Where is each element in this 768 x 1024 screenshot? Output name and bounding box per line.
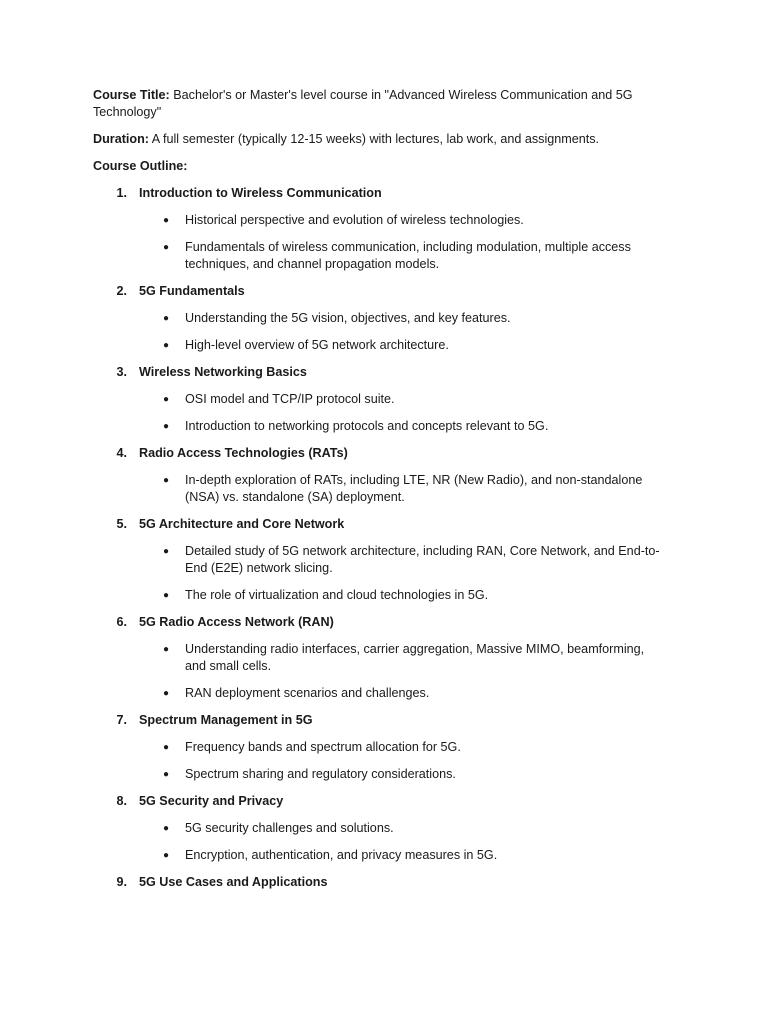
course-outline-heading: Course Outline: [93, 159, 188, 173]
course-title-value: Bachelor's or Master's level course in "Advanced Wireless Communication and 5G Technology" [93, 88, 633, 119]
section-title: 5G Radio Access Network (RAN) [139, 615, 334, 629]
section-number: 1. [116, 186, 127, 200]
outline-section [93, 874, 668, 891]
bullet-text: High-level overview of 5G network architecture. [185, 338, 449, 352]
section-bullet-list [93, 543, 668, 604]
bullet-item [93, 587, 668, 604]
outline-section [93, 445, 668, 506]
bullet-text: Historical perspective and evolution of wireless technologies. [185, 213, 524, 227]
outline-section [93, 614, 668, 702]
section-number: 7. [116, 713, 127, 727]
bullet-text: Introduction to networking protocols and concepts relevant to 5G. [185, 419, 549, 433]
duration-value: A full semester (typically 12-15 weeks) with lectures, lab work, and assignments. [151, 132, 600, 146]
bullet-item [93, 641, 668, 675]
bullet-item [93, 239, 668, 273]
section-heading [93, 874, 668, 891]
bullet-text: Frequency bands and spectrum allocation for 5G. [185, 740, 461, 754]
bullet-item [93, 472, 668, 506]
section-number: 6. [116, 615, 127, 629]
course-outline-list [93, 185, 668, 891]
outline-section [93, 793, 668, 864]
bullet-item [93, 418, 668, 435]
bullet-dot-icon: ● [163, 340, 170, 351]
course-duration [93, 131, 668, 148]
outline-section [93, 712, 668, 783]
section-bullet-list [93, 739, 668, 783]
section-heading [93, 793, 668, 810]
bullet-dot-icon: ● [163, 546, 170, 557]
section-title: 5G Fundamentals [139, 284, 245, 298]
bullet-dot-icon: ● [163, 394, 170, 405]
section-heading [93, 445, 668, 462]
bullet-dot-icon: ● [163, 688, 170, 699]
section-bullet-list [93, 212, 668, 273]
section-number: 2. [116, 284, 127, 298]
bullet-dot-icon: ● [163, 769, 170, 780]
bullet-item [93, 391, 668, 408]
bullet-item [93, 820, 668, 837]
section-number: 9. [116, 875, 127, 889]
section-number: 8. [116, 794, 127, 808]
bullet-item [93, 685, 668, 702]
bullet-text: The role of virtualization and cloud technologies in 5G. [185, 588, 489, 602]
bullet-text: OSI model and TCP/IP protocol suite. [185, 392, 395, 406]
section-number: 3. [116, 365, 127, 379]
outline-section [93, 283, 668, 354]
section-heading [93, 712, 668, 729]
course-title-label: Course Title: [93, 88, 170, 102]
bullet-item [93, 337, 668, 354]
outline-section [93, 185, 668, 273]
section-heading [93, 283, 668, 300]
duration-label: Duration: [93, 132, 149, 146]
section-bullet-list [93, 391, 668, 435]
bullet-item [93, 310, 668, 327]
bullet-text: Detailed study of 5G network architecture, including RAN, Core Network, and End-to-End (E2E) network slicing. [185, 544, 660, 575]
section-bullet-list [93, 310, 668, 354]
section-title: 5G Security and Privacy [139, 794, 284, 808]
section-title: 5G Use Cases and Applications [139, 875, 328, 889]
section-bullet-list [93, 820, 668, 864]
bullet-item [93, 212, 668, 229]
section-title: 5G Architecture and Core Network [139, 517, 345, 531]
section-title: Spectrum Management in 5G [139, 713, 313, 727]
section-title: Introduction to Wireless Communication [139, 186, 382, 200]
bullet-item [93, 847, 668, 864]
section-number: 5. [116, 517, 127, 531]
section-heading [93, 364, 668, 381]
bullet-dot-icon: ● [163, 823, 170, 834]
section-heading [93, 614, 668, 631]
bullet-text: Spectrum sharing and regulatory considerations. [185, 767, 456, 781]
bullet-text: 5G security challenges and solutions. [185, 821, 394, 835]
outline-section [93, 516, 668, 604]
section-heading [93, 185, 668, 202]
section-bullet-list [93, 472, 668, 506]
bullet-text: RAN deployment scenarios and challenges. [185, 686, 430, 700]
bullet-dot-icon: ● [163, 242, 170, 253]
bullet-text: In-depth exploration of RATs, including LTE, NR (New Radio), and non-standalone (NSA) vs. standalone (SA) deployment. [185, 473, 643, 504]
section-title: Radio Access Technologies (RATs) [139, 446, 348, 460]
section-bullet-list [93, 641, 668, 702]
bullet-dot-icon: ● [163, 215, 170, 226]
outline-section [93, 364, 668, 435]
bullet-dot-icon: ● [163, 590, 170, 601]
bullet-text: Understanding the 5G vision, objectives, and key features. [185, 311, 511, 325]
bullet-text: Encryption, authentication, and privacy measures in 5G. [185, 848, 498, 862]
bullet-text: Understanding radio interfaces, carrier aggregation, Massive MIMO, beamforming, and small cells. [185, 642, 645, 673]
section-heading [93, 516, 668, 533]
bullet-dot-icon: ● [163, 313, 170, 324]
bullet-dot-icon: ● [163, 644, 170, 655]
bullet-dot-icon: ● [163, 742, 170, 753]
bullet-item [93, 766, 668, 783]
bullet-item [93, 739, 668, 756]
bullet-dot-icon: ● [163, 850, 170, 861]
bullet-item [93, 543, 668, 577]
section-number: 4. [116, 446, 127, 460]
bullet-text: Fundamentals of wireless communication, including modulation, multiple access techniques, and channel propagation models. [185, 240, 631, 271]
bullet-dot-icon: ● [163, 421, 170, 432]
course-title [93, 87, 668, 121]
bullet-dot-icon: ● [163, 475, 170, 486]
section-title: Wireless Networking Basics [139, 365, 307, 379]
